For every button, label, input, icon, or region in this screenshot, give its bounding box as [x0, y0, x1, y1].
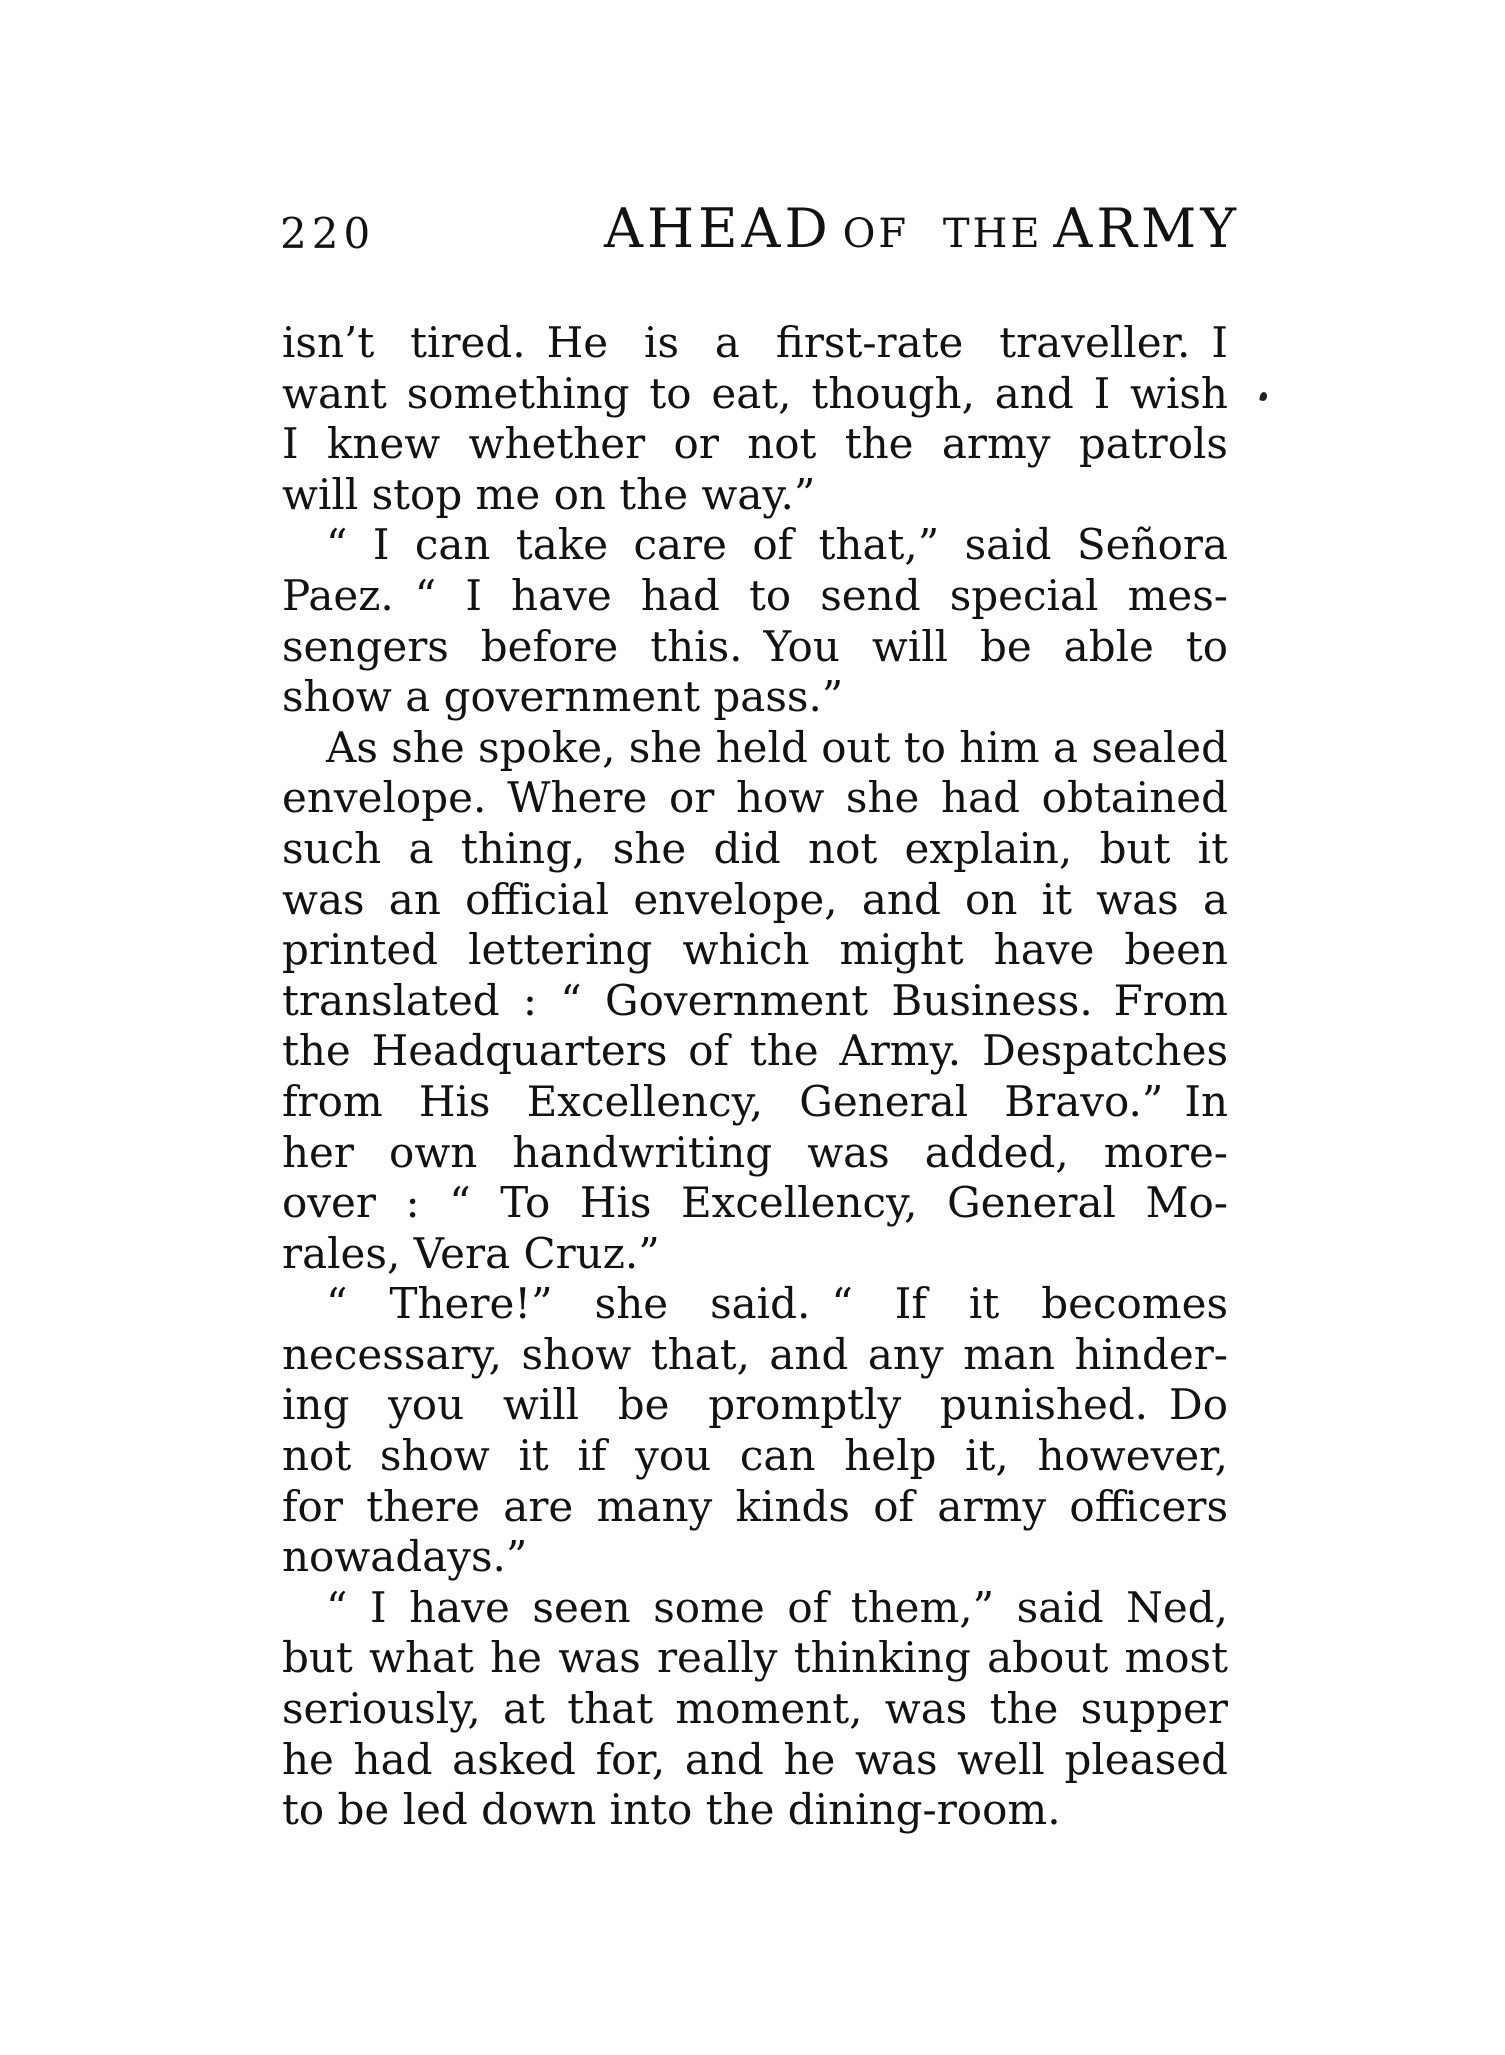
running-head-army: ARMY	[1053, 197, 1240, 260]
body-line: the Headquarters of the Army. Despatches	[282, 1026, 1228, 1076]
body-line: envelope. Where or how she had obtained	[282, 773, 1228, 823]
body-line: he had asked for, and he was well pleased	[282, 1734, 1228, 1784]
body-line: printed lettering which might have been	[282, 925, 1228, 975]
body-line: sengers before this. You will be able to	[282, 621, 1228, 671]
body-line: ing you will be promptly punished. Do	[282, 1380, 1228, 1430]
body-line: translated : “ Government Business. From	[282, 975, 1228, 1025]
body-line: necessary, show that, and any man hinder-	[282, 1329, 1228, 1379]
body-line: show a government pass.”	[282, 672, 844, 722]
paragraph	[282, 520, 1228, 722]
body-line: “ I have seen some of them,” said Ned,	[326, 1582, 1228, 1632]
body-line: isn’t tired. He is a first-rate traveller. I	[282, 318, 1228, 367]
body-line: As she spoke, she held out to him a sealed	[326, 722, 1228, 772]
body-line: not show it if you can help it, however,	[282, 1431, 1228, 1481]
body-line: will stop me on the way.”	[282, 469, 816, 519]
body-line: rales, Vera Cruz.”	[282, 1228, 660, 1278]
body-line: such a thing, she did not explain, but it	[282, 823, 1228, 873]
paragraph	[282, 318, 1228, 520]
body-line: “ I can take care of that,” said Señora	[326, 520, 1228, 570]
body-line: seriously, at that moment, was the supper	[282, 1684, 1228, 1734]
running-head	[604, 197, 1240, 260]
body-line: want something to eat, though, and I wish	[282, 368, 1228, 418]
body-line: nowadays.”	[282, 1532, 528, 1582]
running-head-ahead: AHEAD	[604, 197, 832, 260]
paragraph	[282, 723, 1228, 1280]
body-line: for there are many kinds of army officers	[282, 1481, 1228, 1531]
body-line: her own handwriting was added, more-	[282, 1127, 1228, 1177]
running-head-of-the: OF THE	[842, 211, 1043, 257]
paragraph	[282, 1583, 1228, 1836]
body-line: was an official envelope, and on it was a	[282, 874, 1228, 924]
body-line: over : “ To His Excellency, General Mo-	[282, 1178, 1228, 1228]
body-text	[282, 318, 1228, 1836]
page-number: 220	[280, 209, 376, 258]
body-line: from His Excellency, General Bravo.” In	[282, 1076, 1228, 1126]
body-line: but what he was really thinking about most	[282, 1633, 1228, 1683]
body-line: to be led down into the dining-room.	[282, 1785, 1061, 1835]
ink-speck	[1259, 391, 1268, 401]
body-line: Paez. “ I have had to send special mes-	[282, 570, 1228, 620]
body-line: I knew whether or not the army patrols	[282, 419, 1228, 469]
body-line: “ There!” she said. “ If it becomes	[326, 1279, 1228, 1329]
paragraph	[282, 1279, 1228, 1583]
